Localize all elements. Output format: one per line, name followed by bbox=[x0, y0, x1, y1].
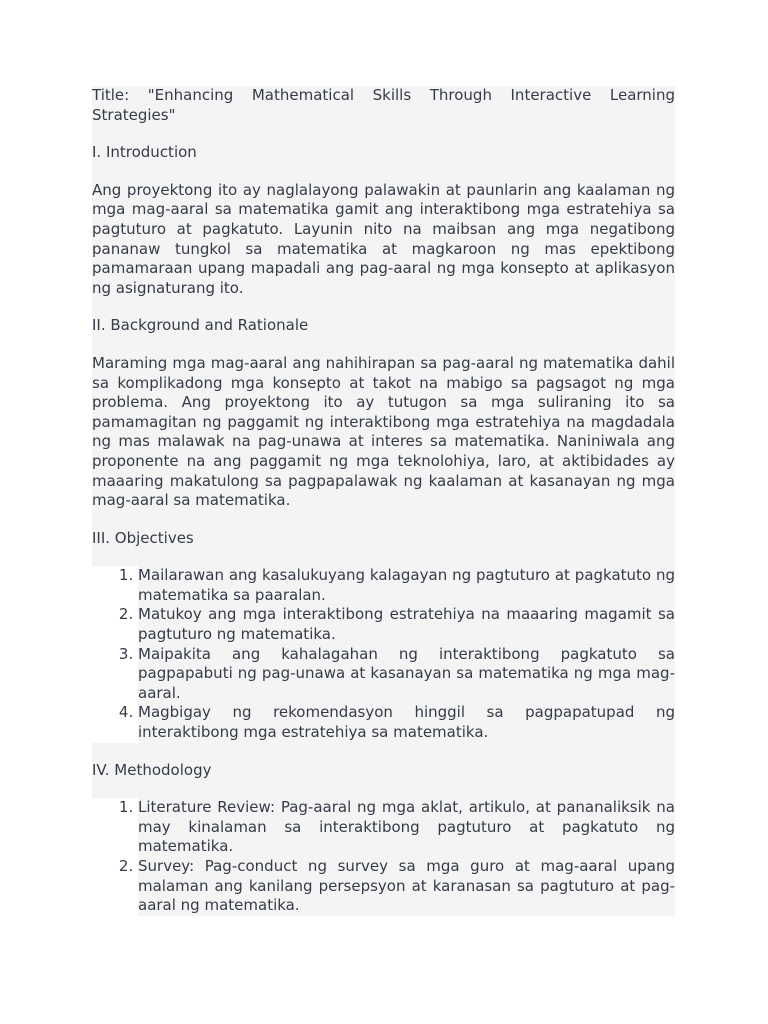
section-heading-objectives: III. Objectives bbox=[92, 528, 194, 547]
document-title: Title: "Enhancing Mathematical Skills Through Interactive Learning Strategies" bbox=[92, 86, 675, 124]
methodology-list bbox=[92, 798, 675, 916]
document-body bbox=[92, 86, 675, 916]
objectives-list bbox=[92, 566, 675, 742]
objective-item-3: 3. Maipakita ang kahalagahan ng interaktibong pagkatuto sa pagpapabuti ng pag-unawa at kasanayan sa matematika ng mga mag-aaral. bbox=[138, 645, 675, 704]
background-paragraph: Maraming mga mag-aaral ang nahihirapan sa pag-aaral ng matematika dahil sa komplikadong mga konsepto at takot na mabigo sa pagsagot ng mga problema. Ang proyektong ito ay tutugon sa mga suliraning ito sa pamamagitan ng paggamit ng interaktibong mga estratehiya na magdadala ng mas malawak na pag-unawa at interes sa matematika. Naniniwala ang proponente na ang paggamit ng mga teknolohiya, laro, at aktibidades ay maaaring makatulong sa pagpapalawak ng kaalaman at kasanayan ng mga mag-aaral sa matematika. bbox=[92, 353, 675, 510]
section-heading-introduction: I. Introduction bbox=[92, 143, 197, 162]
introduction-paragraph: Ang proyektong ito ay naglalayong palawakin at paunlarin ang kaalaman ng mga mag-aaral sa matematika gamit ang interaktibong mga estratehiya sa pagtuturo at pagkatuto. Layunin nito na maibsan ang mga negatibong pananaw tungkol sa matematika at magkaroon ng mas epektibong pamamaraan upang mapadali ang pag-aaral ng mga konsepto at aplikasyon ng asignaturang ito. bbox=[92, 180, 675, 297]
methodology-item-2: 2. Survey: Pag-conduct ng survey sa mga guro at mag-aaral upang malaman ang kanilang persepsyon at karanasan sa pagtuturo at pag-aaral ng matematika. bbox=[138, 857, 675, 916]
section-heading-background: II. Background and Rationale bbox=[92, 316, 309, 335]
objective-item-4: 4. Magbigay ng rekomendasyon hinggil sa pagpapatupad ng interaktibong mga estratehiya sa matematika. bbox=[138, 703, 675, 742]
objective-item-2: 2. Matukoy ang mga interaktibong estratehiya na maaaring magamit sa pagtuturo ng matematika. bbox=[138, 605, 675, 644]
methodology-item-1: 1. Literature Review: Pag-aaral ng mga aklat, artikulo, at pananaliksik na may kinalaman sa interaktibong pagtuturo at pagkatuto ng matematika. bbox=[138, 798, 675, 857]
objective-item-1: 1. Mailarawan ang kasalukuyang kalagayan ng pagtuturo at pagkatuto ng matematika sa paaralan. bbox=[138, 566, 675, 605]
section-heading-methodology: IV. Methodology bbox=[92, 760, 212, 779]
